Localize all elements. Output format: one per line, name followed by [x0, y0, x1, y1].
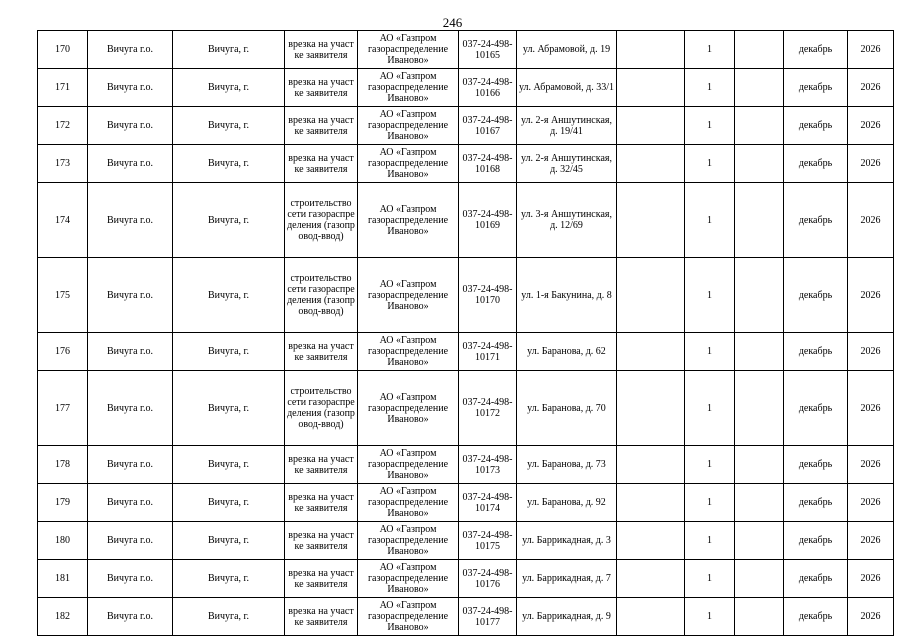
address-cell: ул. Баранова, д. 62: [517, 333, 617, 371]
month-cell: декабрь: [784, 598, 848, 636]
table-row: [38, 69, 894, 107]
empty-cell: [735, 145, 784, 183]
document-table-container: [37, 30, 893, 633]
code-cell: 037-24-498-10170: [459, 258, 517, 333]
row-number-cell: 176: [38, 333, 88, 371]
row-number-cell: 175: [38, 258, 88, 333]
empty-cell: [735, 69, 784, 107]
organization-cell: АО «Газпром газораспределение Иваново»: [358, 446, 459, 484]
address-cell: ул. Баррикадная, д. 7: [517, 560, 617, 598]
count-cell: 1: [685, 258, 735, 333]
empty-cell: [735, 446, 784, 484]
count-cell: 1: [685, 107, 735, 145]
address-cell: ул. Баранова, д. 73: [517, 446, 617, 484]
empty-cell: [617, 145, 685, 183]
table-row: [38, 560, 894, 598]
count-cell: 1: [685, 183, 735, 258]
empty-cell: [735, 333, 784, 371]
count-cell: 1: [685, 333, 735, 371]
row-number-cell: 178: [38, 446, 88, 484]
month-cell: декабрь: [784, 258, 848, 333]
code-cell: 037-24-498-10168: [459, 145, 517, 183]
municipality-cell: Вичуга г.о.: [88, 107, 173, 145]
month-cell: декабрь: [784, 484, 848, 522]
table-row: [38, 371, 894, 446]
locality-cell: Вичуга, г.: [173, 31, 285, 69]
count-cell: 1: [685, 145, 735, 183]
year-cell: 2026: [848, 484, 894, 522]
code-cell: 037-24-498-10169: [459, 183, 517, 258]
work-type-cell: строительство сети газораспределения (газопровод-ввод): [285, 371, 358, 446]
table-body: [38, 31, 894, 636]
table-row: [38, 145, 894, 183]
work-type-cell: строительство сети газораспределения (газопровод-ввод): [285, 183, 358, 258]
empty-cell: [617, 484, 685, 522]
empty-cell: [735, 560, 784, 598]
work-type-cell: врезка на участке заявителя: [285, 522, 358, 560]
table-row: [38, 598, 894, 636]
row-number-cell: 173: [38, 145, 88, 183]
month-cell: декабрь: [784, 333, 848, 371]
row-number-cell: 170: [38, 31, 88, 69]
code-cell: 037-24-498-10174: [459, 484, 517, 522]
page-number: 246: [442, 15, 463, 30]
municipality-cell: Вичуга г.о.: [88, 31, 173, 69]
row-number-cell: 171: [38, 69, 88, 107]
month-cell: декабрь: [784, 183, 848, 258]
count-cell: 1: [685, 446, 735, 484]
locality-cell: Вичуга, г.: [173, 371, 285, 446]
organization-cell: АО «Газпром газораспределение Иваново»: [358, 371, 459, 446]
empty-cell: [735, 107, 784, 145]
locality-cell: Вичуга, г.: [173, 598, 285, 636]
year-cell: 2026: [848, 69, 894, 107]
year-cell: 2026: [848, 371, 894, 446]
organization-cell: АО «Газпром газораспределение Иваново»: [358, 107, 459, 145]
row-number-cell: 174: [38, 183, 88, 258]
table-row: [38, 522, 894, 560]
work-type-cell: врезка на участке заявителя: [285, 31, 358, 69]
address-cell: ул. Баррикадная, д. 3: [517, 522, 617, 560]
table-row: [38, 484, 894, 522]
address-cell: ул. Баранова, д. 92: [517, 484, 617, 522]
year-cell: 2026: [848, 446, 894, 484]
empty-cell: [617, 371, 685, 446]
count-cell: 1: [685, 69, 735, 107]
address-cell: ул. 3-я Аншутинская, д. 12/69: [517, 183, 617, 258]
gasification-schedule-table: [37, 30, 894, 636]
municipality-cell: Вичуга г.о.: [88, 258, 173, 333]
year-cell: 2026: [848, 107, 894, 145]
empty-cell: [617, 258, 685, 333]
year-cell: 2026: [848, 333, 894, 371]
month-cell: декабрь: [784, 145, 848, 183]
municipality-cell: Вичуга г.о.: [88, 183, 173, 258]
month-cell: декабрь: [784, 560, 848, 598]
address-cell: ул. 2-я Аншутинская, д. 32/45: [517, 145, 617, 183]
empty-cell: [735, 484, 784, 522]
work-type-cell: строительство сети газораспределения (газопровод-ввод): [285, 258, 358, 333]
address-cell: ул. Абрамовой, д. 33/1: [517, 69, 617, 107]
locality-cell: Вичуга, г.: [173, 484, 285, 522]
code-cell: 037-24-498-10173: [459, 446, 517, 484]
empty-cell: [617, 69, 685, 107]
organization-cell: АО «Газпром газораспределение Иваново»: [358, 69, 459, 107]
organization-cell: АО «Газпром газораспределение Иваново»: [358, 145, 459, 183]
empty-cell: [617, 333, 685, 371]
year-cell: 2026: [848, 598, 894, 636]
year-cell: 2026: [848, 522, 894, 560]
work-type-cell: врезка на участке заявителя: [285, 69, 358, 107]
empty-cell: [617, 598, 685, 636]
row-number-cell: 177: [38, 371, 88, 446]
address-cell: ул. 2-я Аншутинская, д. 19/41: [517, 107, 617, 145]
work-type-cell: врезка на участке заявителя: [285, 145, 358, 183]
work-type-cell: врезка на участке заявителя: [285, 560, 358, 598]
table-row: [38, 107, 894, 145]
address-cell: ул. Абрамовой, д. 19: [517, 31, 617, 69]
month-cell: декабрь: [784, 522, 848, 560]
address-cell: ул. Баранова, д. 70: [517, 371, 617, 446]
locality-cell: Вичуга, г.: [173, 333, 285, 371]
empty-cell: [617, 183, 685, 258]
code-cell: 037-24-498-10177: [459, 598, 517, 636]
count-cell: 1: [685, 560, 735, 598]
address-cell: ул. Баррикадная, д. 9: [517, 598, 617, 636]
empty-cell: [735, 31, 784, 69]
municipality-cell: Вичуга г.о.: [88, 560, 173, 598]
month-cell: декабрь: [784, 69, 848, 107]
work-type-cell: врезка на участке заявителя: [285, 333, 358, 371]
organization-cell: АО «Газпром газораспределение Иваново»: [358, 484, 459, 522]
year-cell: 2026: [848, 31, 894, 69]
year-cell: 2026: [848, 560, 894, 598]
count-cell: 1: [685, 484, 735, 522]
code-cell: 037-24-498-10171: [459, 333, 517, 371]
count-cell: 1: [685, 598, 735, 636]
address-cell: ул. 1-я Бакунина, д. 8: [517, 258, 617, 333]
table-row: [38, 258, 894, 333]
locality-cell: Вичуга, г.: [173, 145, 285, 183]
table-row: [38, 31, 894, 69]
month-cell: декабрь: [784, 371, 848, 446]
row-number-cell: 179: [38, 484, 88, 522]
empty-cell: [617, 446, 685, 484]
year-cell: 2026: [848, 258, 894, 333]
locality-cell: Вичуга, г.: [173, 446, 285, 484]
row-number-cell: 181: [38, 560, 88, 598]
municipality-cell: Вичуга г.о.: [88, 598, 173, 636]
code-cell: 037-24-498-10167: [459, 107, 517, 145]
municipality-cell: Вичуга г.о.: [88, 371, 173, 446]
municipality-cell: Вичуга г.о.: [88, 69, 173, 107]
month-cell: декабрь: [784, 446, 848, 484]
code-cell: 037-24-498-10166: [459, 69, 517, 107]
municipality-cell: Вичуга г.о.: [88, 333, 173, 371]
locality-cell: Вичуга, г.: [173, 522, 285, 560]
empty-cell: [617, 107, 685, 145]
month-cell: декабрь: [784, 107, 848, 145]
locality-cell: Вичуга, г.: [173, 183, 285, 258]
organization-cell: АО «Газпром газораспределение Иваново»: [358, 560, 459, 598]
organization-cell: АО «Газпром газораспределение Иваново»: [358, 333, 459, 371]
organization-cell: АО «Газпром газораспределение Иваново»: [358, 258, 459, 333]
work-type-cell: врезка на участке заявителя: [285, 598, 358, 636]
municipality-cell: Вичуга г.о.: [88, 522, 173, 560]
code-cell: 037-24-498-10165: [459, 31, 517, 69]
code-cell: 037-24-498-10172: [459, 371, 517, 446]
code-cell: 037-24-498-10175: [459, 522, 517, 560]
locality-cell: Вичуга, г.: [173, 107, 285, 145]
empty-cell: [735, 371, 784, 446]
table-row: [38, 446, 894, 484]
work-type-cell: врезка на участке заявителя: [285, 446, 358, 484]
organization-cell: АО «Газпром газораспределение Иваново»: [358, 31, 459, 69]
locality-cell: Вичуга, г.: [173, 258, 285, 333]
row-number-cell: 180: [38, 522, 88, 560]
count-cell: 1: [685, 371, 735, 446]
organization-cell: АО «Газпром газораспределение Иваново»: [358, 598, 459, 636]
count-cell: 1: [685, 31, 735, 69]
organization-cell: АО «Газпром газораспределение Иваново»: [358, 522, 459, 560]
municipality-cell: Вичуга г.о.: [88, 145, 173, 183]
row-number-cell: 182: [38, 598, 88, 636]
municipality-cell: Вичуга г.о.: [88, 484, 173, 522]
empty-cell: [735, 183, 784, 258]
empty-cell: [735, 522, 784, 560]
table-row: [38, 333, 894, 371]
empty-cell: [617, 560, 685, 598]
empty-cell: [735, 598, 784, 636]
year-cell: 2026: [848, 183, 894, 258]
empty-cell: [735, 258, 784, 333]
empty-cell: [617, 522, 685, 560]
work-type-cell: врезка на участке заявителя: [285, 107, 358, 145]
work-type-cell: врезка на участке заявителя: [285, 484, 358, 522]
empty-cell: [617, 31, 685, 69]
row-number-cell: 172: [38, 107, 88, 145]
year-cell: 2026: [848, 145, 894, 183]
count-cell: 1: [685, 522, 735, 560]
municipality-cell: Вичуга г.о.: [88, 446, 173, 484]
month-cell: декабрь: [784, 31, 848, 69]
locality-cell: Вичуга, г.: [173, 560, 285, 598]
table-row: [38, 183, 894, 258]
organization-cell: АО «Газпром газораспределение Иваново»: [358, 183, 459, 258]
locality-cell: Вичуга, г.: [173, 69, 285, 107]
code-cell: 037-24-498-10176: [459, 560, 517, 598]
